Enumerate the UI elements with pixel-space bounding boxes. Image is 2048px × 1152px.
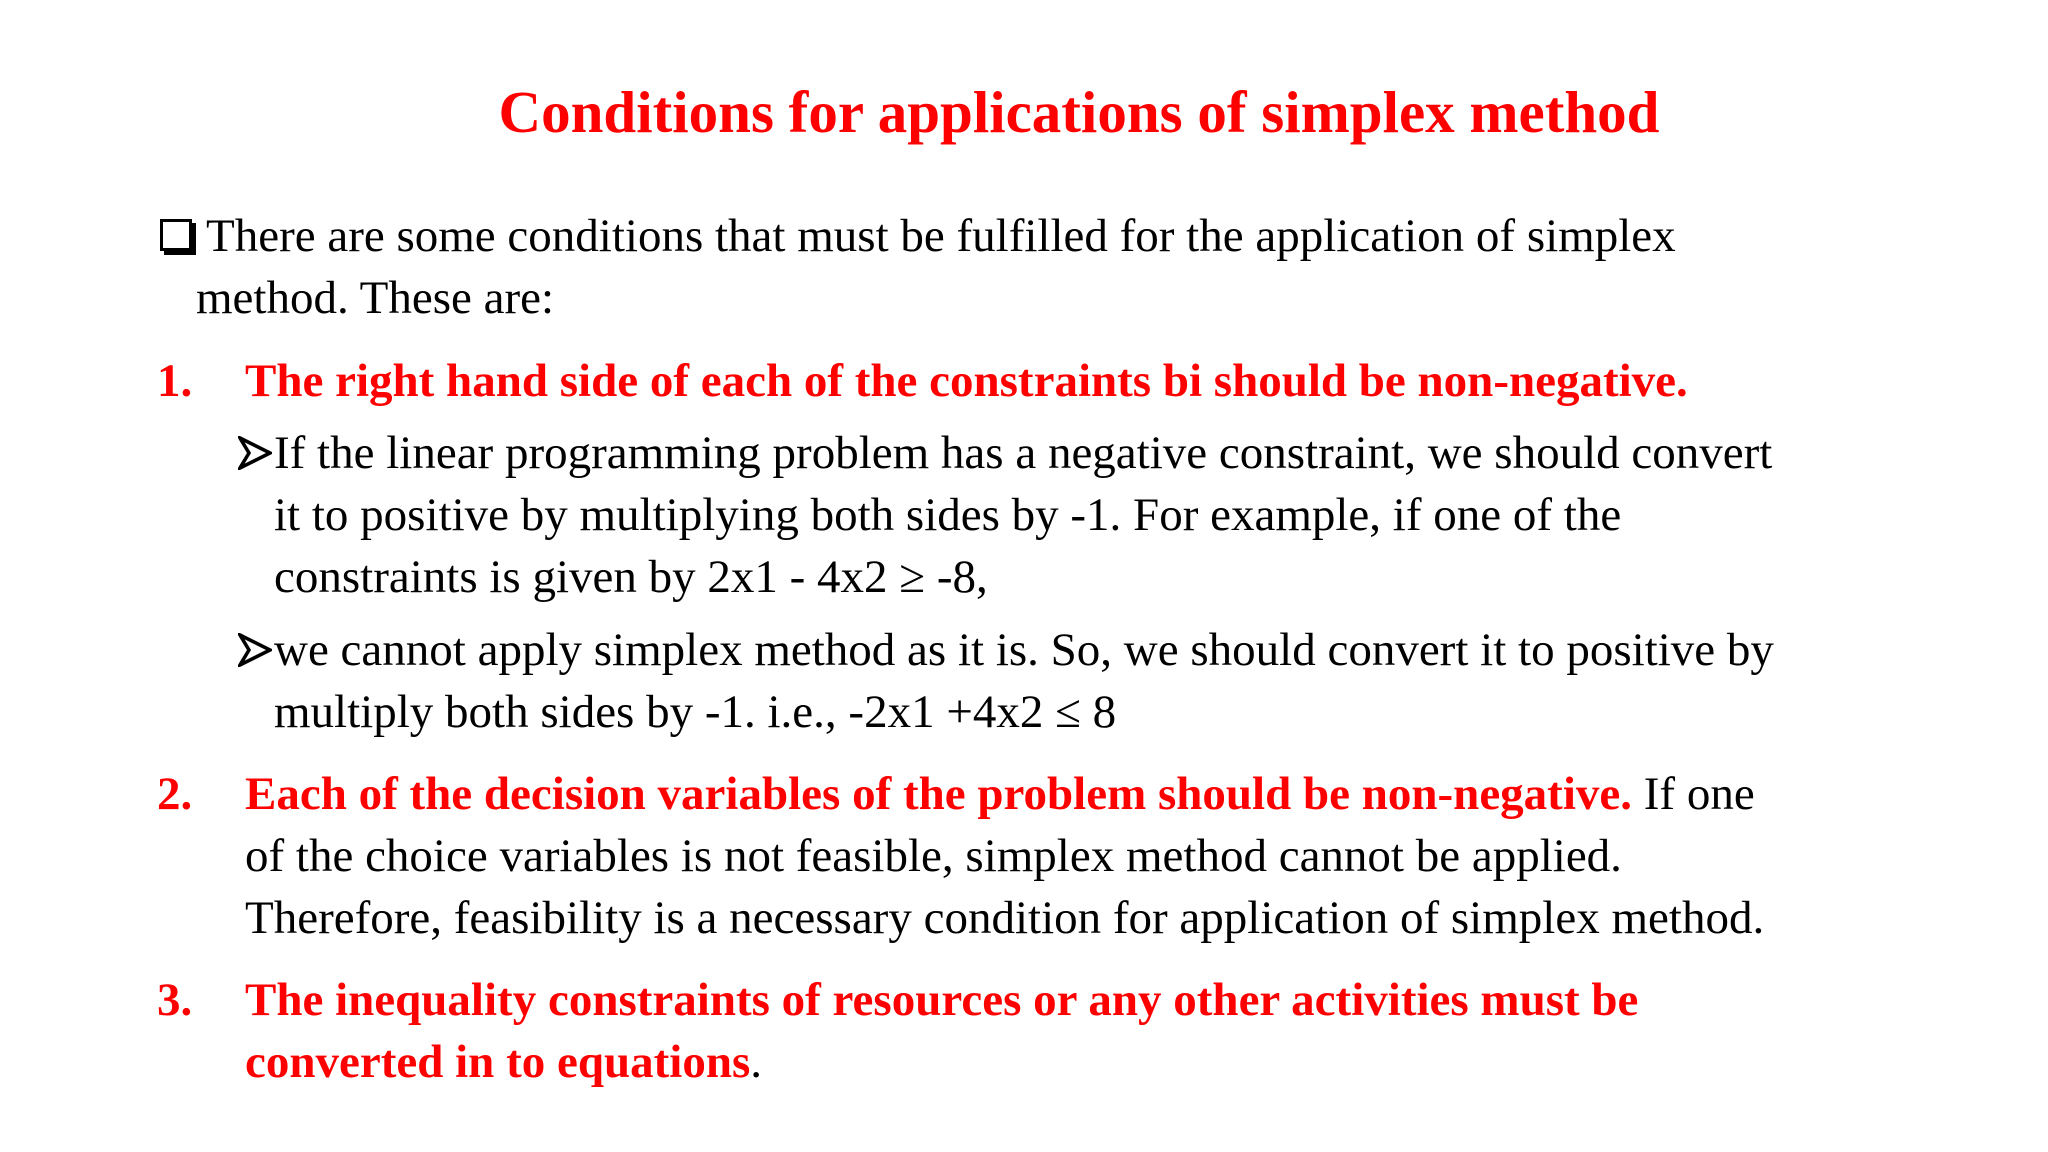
list-item-1 [157,350,1957,412]
sub-point-line: we cannot apply simplex method as it is. So, we should convert it to positive by [274,624,1774,676]
item-number: 2. [157,768,193,820]
list-item-3 [157,969,1957,1093]
sub-point-line: If the linear programming problem has a negative constraint, we should convert [274,427,1773,479]
item-heading: The inequality constraints of resources or any other activities must be [245,974,1639,1026]
item-heading: converted in to equations [245,1036,751,1088]
sub-point-line: constraints is given by 2x1 - 4x2 ≥ -8, [274,551,988,603]
slide-title: Conditions for applications of simplex method [498,79,1660,145]
item-line: of the choice variables is not feasible, simplex method cannot be applied. [245,830,1622,882]
sub-point-2 [238,619,1938,743]
item-text: If one [1632,768,1755,820]
item-number: 3. [157,974,193,1026]
item-heading: The right hand side of each of the constraints bi should be non-negative. [245,355,1688,407]
item-line [245,763,1957,825]
item-line [245,1031,1957,1093]
sub-point-line: multiply both sides by -1. i.e., -2x1 +4x2 ≤ 8 [274,686,1117,738]
checkbox-icon [160,219,192,251]
sub-point-line: it to positive by multiplying both sides by -1. For example, if one of the [274,489,1622,541]
item-line: Therefore, feasibility is a necessary condition for application of simplex method. [245,892,1765,944]
sub-point-1 [238,422,1938,608]
list-item-2 [157,763,1957,949]
item-text: . [750,1036,762,1088]
item-number: 1. [157,355,193,407]
intro-text-1: There are some conditions that must be fulfilled for the application of simplex [206,210,1676,262]
intro-line-2: method. These are: [196,272,555,324]
item-heading: Each of the decision variables of the problem should be non-negative. [245,768,1633,820]
intro-paragraph [160,205,1860,329]
intro-line-1 [160,205,1860,267]
